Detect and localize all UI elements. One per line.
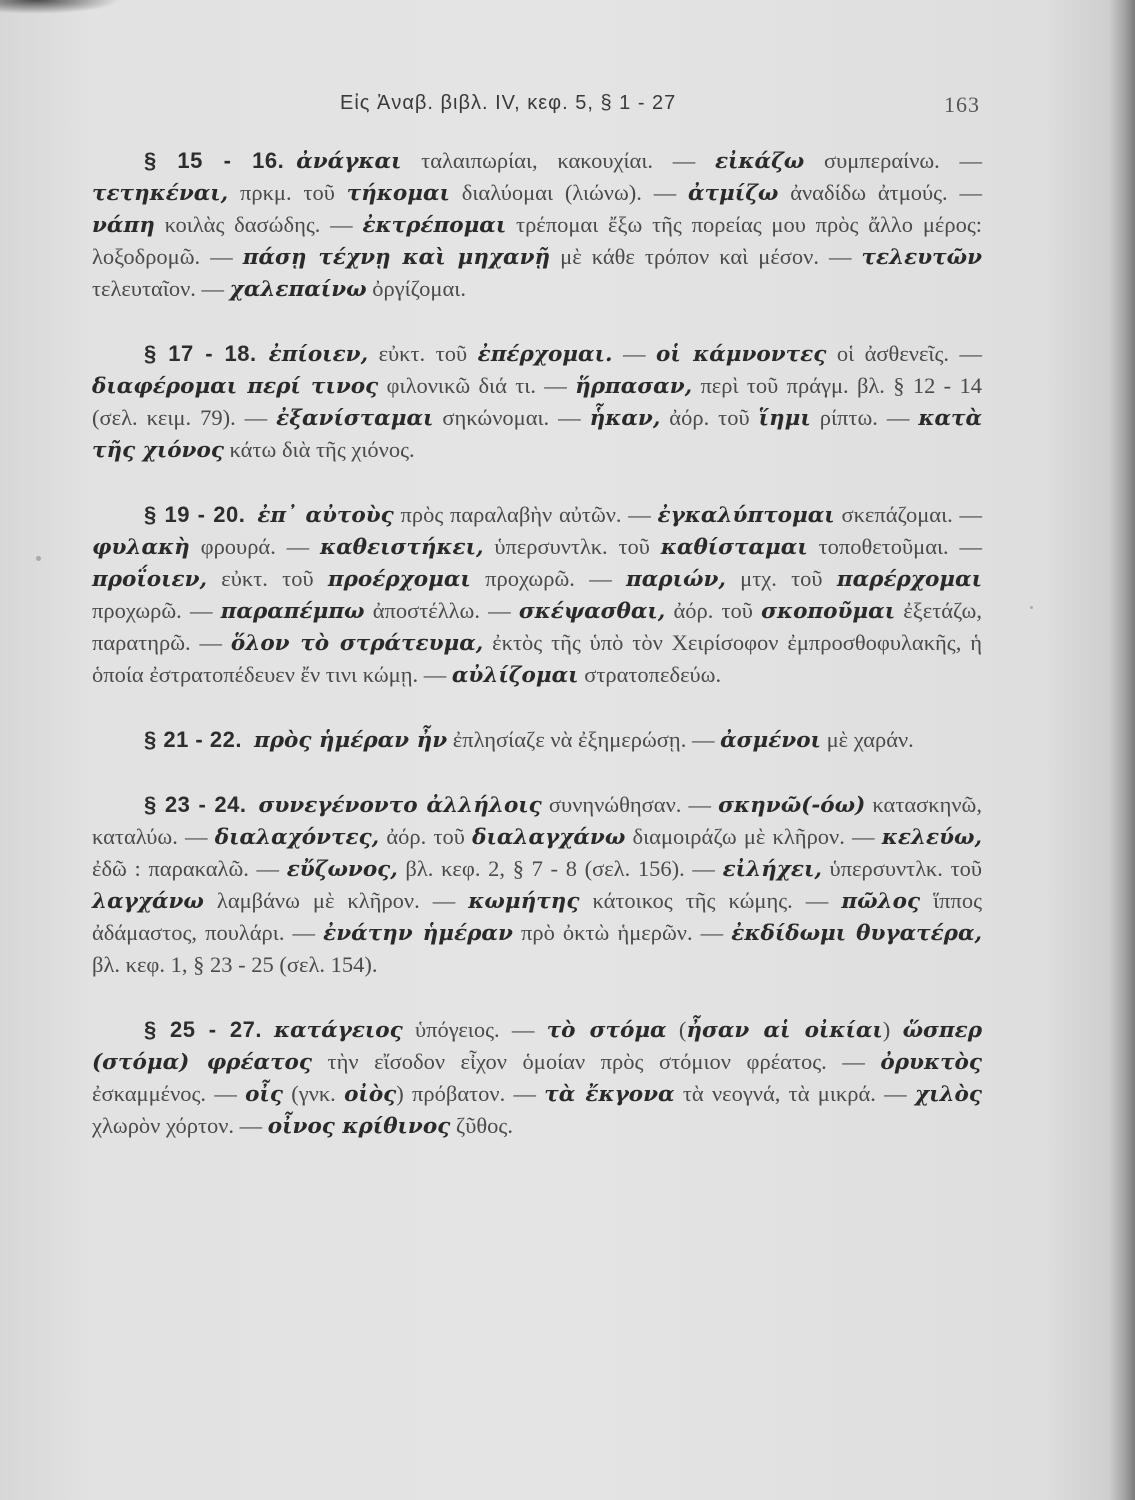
headword: ἐπ᾽ αὐτοὺς bbox=[257, 503, 394, 528]
gloss-text: πρὸ ὀκτὼ ἡμερῶν. — bbox=[512, 920, 732, 945]
gloss-text: ὑπερσυντλκ. τοῦ bbox=[821, 856, 982, 881]
headword: ἐπίοιεν, bbox=[268, 342, 369, 367]
gloss-text: βλ. κεφ. 1, § 23 - 25 (σελ. 154). bbox=[92, 952, 378, 977]
headword: διαλαγχάνω bbox=[472, 825, 626, 850]
gloss-text: εὐκτ. τοῦ bbox=[368, 341, 478, 366]
gloss-text: μτχ. τοῦ bbox=[725, 566, 837, 591]
headword: καθίσταμαι bbox=[660, 535, 808, 560]
section-reference bbox=[144, 1017, 262, 1042]
gloss-text: (γνκ. bbox=[282, 1081, 345, 1106]
page-number: 163 bbox=[944, 92, 980, 117]
headword: οἰὸς bbox=[344, 1082, 397, 1107]
headword: πρὸς ἡμέραν ἦν bbox=[253, 728, 448, 753]
gloss-text: πρὸς παραλαβὴν αὐτῶν. — bbox=[393, 502, 658, 527]
headword: σκοποῦμαι bbox=[761, 599, 896, 624]
headword: εὔζωνος, bbox=[286, 857, 398, 882]
headword: καθειστήκει, bbox=[320, 535, 484, 560]
gloss-text: φιλονικῶ διά τι. — bbox=[378, 373, 576, 398]
paper-speck bbox=[36, 556, 41, 561]
headword: εἰλήχει, bbox=[722, 857, 822, 882]
headword: σκηνῶ(-όω) bbox=[718, 793, 866, 818]
commentary-paragraph bbox=[92, 145, 982, 305]
gloss-text: διαμοιράζω μὲ κλῆρον. — bbox=[625, 824, 882, 849]
headword: ἐνάτην ἡμέραν bbox=[323, 921, 513, 946]
headword: ὥσπερ (στόμα) φρέατος bbox=[92, 1018, 983, 1075]
gloss-text: προχωρῶ. — bbox=[92, 598, 221, 623]
gloss-text: μὲ κάθε τρόπον καὶ μέσον. — bbox=[550, 244, 862, 269]
section-reference-text: § 21 - 22. bbox=[144, 727, 242, 752]
headword: διαλαχόντες, bbox=[214, 825, 380, 850]
running-head: Εἰς Ἀναβ. βιβλ. IV, κεφ. 5, § 1 - 27 bbox=[340, 92, 677, 114]
gloss-text: ( bbox=[666, 1017, 687, 1042]
gloss-text: ) πρόβατον. — bbox=[396, 1081, 545, 1106]
gloss-text: βλ. κεφ. 2, § 7 - 8 (σελ. 156). — bbox=[397, 856, 723, 881]
gloss-text: ἐξετάζω, παρατηρῶ. — bbox=[92, 598, 982, 655]
headword: ἐγκαλύπτομαι bbox=[657, 503, 835, 528]
gloss-text: χλωρὸν χόρτον. — bbox=[92, 1113, 268, 1138]
gloss-text: προχωρῶ. — bbox=[470, 566, 626, 591]
headword: λαγχάνω bbox=[92, 889, 204, 914]
gloss-text: σηκώνομαι. — bbox=[433, 405, 590, 430]
section-reference bbox=[144, 148, 284, 173]
section-reference-text: § 17 - 18. bbox=[144, 341, 257, 366]
headword: ὅλον τὸ στράτευμα, bbox=[230, 631, 484, 656]
gloss-text: κατασκηνῶ, καταλύω. — bbox=[92, 792, 982, 849]
gloss-text: στρατοπεδεύω. bbox=[578, 662, 722, 687]
headword: τὸ στόμα bbox=[546, 1018, 667, 1043]
headword: νάπη bbox=[92, 213, 155, 238]
gloss-text: συνηνώθησαν. — bbox=[541, 792, 719, 817]
gloss-text: ἀποστέλλω. — bbox=[364, 598, 519, 623]
headword: παραπέμπω bbox=[220, 599, 365, 624]
gloss-text: μὲ χαράν. bbox=[820, 727, 914, 752]
headword: εἰκάζω bbox=[714, 149, 805, 174]
headword: ἧκαν, bbox=[589, 406, 661, 431]
headword: πάσῃ τέχνῃ καὶ μηχανῇ bbox=[242, 245, 551, 270]
headword: συνεγένοντο ἀλλήλοις bbox=[258, 793, 542, 818]
gloss-text: κάτω διὰ τῆς χιόνος. bbox=[223, 437, 415, 462]
headword: παρέρχομαι bbox=[836, 567, 982, 592]
commentary-paragraph bbox=[92, 1014, 982, 1142]
headword: ἐξανίσταμαι bbox=[276, 406, 434, 431]
headword: ἐκτρέπομαι bbox=[362, 213, 507, 238]
commentary-paragraph bbox=[92, 789, 982, 981]
gloss-text: ἀόρ. τοῦ bbox=[660, 405, 759, 430]
gloss-text: ἀόρ. τοῦ bbox=[665, 598, 762, 623]
headword: φυλακὴ bbox=[92, 535, 190, 560]
section-reference bbox=[144, 792, 247, 817]
gloss-text: περὶ τοῦ πράγμ. βλ. § 12 - 14 (σελ. κειμ. 79). — bbox=[92, 373, 982, 430]
gloss-text: τὴν εἴσοδον εἶχον ὁμοίαν πρὸς στόμιον φρέατος. — bbox=[311, 1049, 881, 1074]
section-reference bbox=[144, 341, 257, 366]
headword: ἵημι bbox=[758, 406, 811, 431]
gloss-text: λαμβάνω μὲ κλῆρον. — bbox=[203, 888, 469, 913]
gloss-text: συμπεραίνω. — bbox=[804, 148, 983, 173]
gloss-text: τὰ νεογνά, τὰ μικρά. — bbox=[674, 1081, 915, 1106]
headword: ἀτμίζω bbox=[688, 181, 779, 206]
headword: προΐοιεν, bbox=[92, 567, 207, 592]
gloss-text: διαλύομαι (λιώνω). — bbox=[449, 180, 689, 205]
headword: κατάγειος bbox=[273, 1018, 403, 1043]
gloss-text: ἵππος ἀδάμαστος, πουλάρι. — bbox=[92, 888, 982, 945]
scan-shadow bbox=[0, 0, 120, 14]
gloss-text: ἐκτὸς τῆς ὑπὸ τὸν Χειρίσοφον ἐμπροσθοφυλακῆς, ἡ ὁποία ἐστρατοπέδευεν ἔν τινι κώμῃ. — bbox=[92, 630, 982, 687]
gloss-text: ὀργίζομαι. bbox=[366, 276, 466, 301]
headword: προέρχομαι bbox=[327, 567, 471, 592]
section-reference-text: § 23 - 24. bbox=[144, 792, 247, 817]
headword: ἦσαν αἱ οἰκίαι bbox=[686, 1018, 883, 1043]
gloss-text: τοποθετοῦμαι. — bbox=[807, 534, 982, 559]
commentary-paragraph bbox=[92, 499, 982, 691]
headword: ἀσμένοι bbox=[720, 728, 821, 753]
headword: ἐπέρχομαι. bbox=[477, 342, 613, 367]
section-reference-text: § 19 - 20. bbox=[144, 502, 246, 527]
page-header bbox=[0, 92, 1135, 122]
gloss-text: — bbox=[612, 341, 656, 366]
headword: οἶς bbox=[245, 1082, 283, 1107]
headword: ἀνάγκαι bbox=[296, 149, 402, 174]
paper-speck bbox=[1030, 606, 1033, 609]
gloss-text: ὑπόγειος. — bbox=[402, 1017, 547, 1042]
gloss-text: φρουρά. — bbox=[189, 534, 320, 559]
headword: τήκομαι bbox=[346, 181, 450, 206]
section-reference-text: § 25 - 27. bbox=[144, 1017, 262, 1042]
headword: ἥρπασαν, bbox=[575, 374, 693, 399]
gloss-text: ἀόρ. τοῦ bbox=[379, 824, 473, 849]
section-reference-text: § 15 - 16. bbox=[144, 148, 285, 173]
gloss-text: ἐσκαμμένος. — bbox=[92, 1081, 246, 1106]
commentary-paragraph bbox=[92, 724, 982, 756]
headword: ἐκδίδωμι θυγατέρα, bbox=[731, 921, 983, 946]
gloss-text: ἀναδίδω ἀτμούς. — bbox=[778, 180, 982, 205]
gloss-text: εὐκτ. τοῦ bbox=[207, 566, 328, 591]
headword: τελευτῶν bbox=[861, 245, 982, 270]
gloss-text: ἐπλησίαζε νὰ ἐξημερώσῃ. — bbox=[447, 727, 721, 752]
section-reference bbox=[144, 502, 245, 527]
commentary-paragraph bbox=[92, 338, 982, 466]
headword: πῶλος bbox=[841, 889, 921, 914]
headword: κατὰ τῆς χιόνος bbox=[92, 406, 983, 463]
headword: τὰ ἔκγονα bbox=[544, 1082, 675, 1107]
headword: χαλεπαίνω bbox=[229, 277, 367, 302]
gloss-text: ὑπερσυντλκ. τοῦ bbox=[483, 534, 661, 559]
gloss-text: πρκμ. τοῦ bbox=[228, 180, 347, 205]
headword: ὀρυκτὸς bbox=[880, 1050, 982, 1075]
headword: τετηκέναι, bbox=[92, 181, 229, 206]
gloss-text: ταλαιπωρίαι, κακουχίαι. — bbox=[401, 148, 715, 173]
commentary-body bbox=[92, 145, 982, 1175]
section-reference bbox=[144, 727, 242, 752]
headword: οἱ κάμνοντες bbox=[655, 342, 827, 367]
gloss-text: τρέπομαι ἔξω τῆς πορείας μου πρὸς ἄλλο μέρος: λοξοδρομῶ. — bbox=[92, 212, 982, 269]
gloss-text: ρίπτω. — bbox=[810, 405, 919, 430]
gloss-text: σκεπάζομαι. — bbox=[834, 502, 983, 527]
gloss-text: τελευταῖον. — bbox=[92, 276, 230, 301]
headword: παριών, bbox=[625, 567, 726, 592]
gloss-text: οἱ ἀσθενεῖς. — bbox=[826, 341, 983, 366]
headword: σκέψασθαι, bbox=[518, 599, 666, 624]
headword: οἶνος κρίθινος bbox=[267, 1114, 451, 1139]
headword: κωμήτης bbox=[468, 889, 580, 914]
gloss-text: κοιλὰς δασώδης. — bbox=[154, 212, 363, 237]
headword: αὐλίζομαι bbox=[451, 663, 579, 688]
gloss-text: ) bbox=[882, 1017, 903, 1042]
gloss-text: ἐδῶ : παρακαλῶ. — bbox=[92, 856, 287, 881]
headword: χιλὸς bbox=[914, 1082, 982, 1107]
headword: κελεύω, bbox=[881, 825, 982, 850]
gloss-text: ζῦθος. bbox=[450, 1113, 513, 1138]
gloss-text: κάτοικος τῆς κώμης. — bbox=[579, 888, 842, 913]
page-edge-shadow bbox=[1109, 0, 1135, 1500]
headword: διαφέρομαι περί τινος bbox=[92, 374, 379, 399]
